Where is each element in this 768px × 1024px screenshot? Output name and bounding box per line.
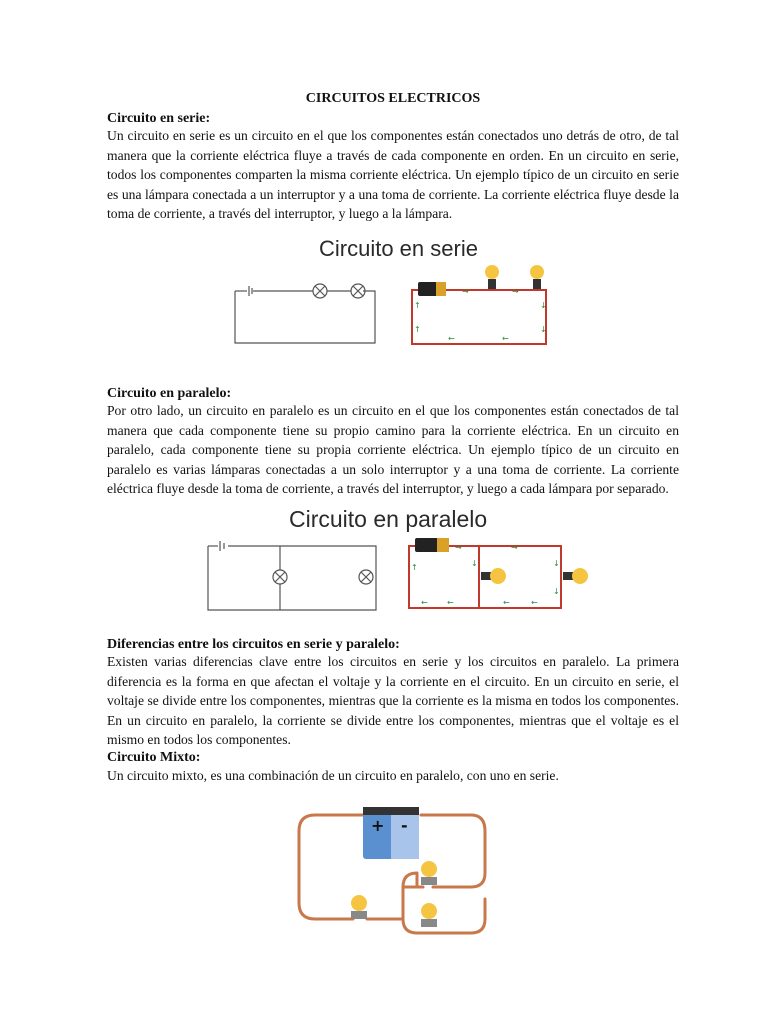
paragraph-serie: Un circuito en serie es un circuito en el que los componentes están conectados uno detrás de otro, de tal manera que la corriente eléctrica fluye a través de cada componente en orden. En un circuito en serie, todos los componentes comparten la misma corriente eléctrica. Un ejemplo típico de un circuito en serie es una lámpara conectada a un interruptor y a una toma de corriente. La corriente eléctrica fluye desde la toma de corriente, a través del interruptor, y luego a la lámpara. (107, 128, 679, 222)
pictorial-paralelo (407, 532, 592, 612)
battery-icon (418, 282, 446, 296)
pictorial-mixto (293, 803, 493, 943)
bulb-icon (563, 568, 588, 584)
bulb-icon (421, 861, 437, 885)
heading-serie: Circuito en serie: (107, 111, 211, 126)
bulb-icon (351, 895, 367, 919)
svg-text:←: ← (503, 598, 510, 607)
heading-paralelo: Circuito en paralelo: (107, 386, 232, 401)
battery-icon (363, 807, 419, 859)
svg-text:←: ← (448, 334, 455, 343)
battery-icon (415, 538, 449, 552)
svg-text:→: → (511, 543, 518, 552)
pictorial-serie (410, 262, 550, 347)
svg-text:→: → (462, 287, 469, 296)
battery-plus-label: + (371, 816, 385, 835)
svg-text:↓: ↓ (540, 301, 547, 310)
document-title: CIRCUITOS ELECTRICOS (305, 91, 481, 106)
bulb-icon (530, 265, 544, 289)
svg-text:↓: ↓ (553, 587, 560, 596)
svg-text:↑: ↑ (414, 301, 421, 310)
bulb-icon (421, 903, 437, 927)
svg-text:→: → (455, 543, 462, 552)
svg-text:↓: ↓ (540, 325, 547, 334)
battery-minus-label: - (401, 816, 408, 835)
svg-text:←: ← (502, 334, 509, 343)
schematic-serie (235, 275, 385, 345)
figure-title-serie: Circuito en serie (319, 236, 478, 261)
svg-text:←: ← (421, 598, 428, 607)
heading-mixto: Circuito Mixto: (107, 750, 201, 765)
bulb-icon (481, 568, 506, 584)
paragraph-mixto: Un circuito mixto, es una combinación de un circuito en paralelo, con uno en serie. (107, 768, 559, 783)
svg-text:↑: ↑ (414, 325, 421, 334)
svg-text:↑: ↑ (411, 563, 418, 572)
paragraph-diferencias: Existen varias diferencias clave entre los circuitos en serie y los circuitos en paralelo. La primera diferencia es la forma en que afectan el voltaje y la corriente en el circuito. En un circuito en serie, el voltaje se divide entre los componentes, mientras que la corriente es la misma en todos los componentes. En un circuito en paralelo, la corriente se divide entre los componentes, mientras que el voltaje es el mismo en todos los componentes. (107, 654, 679, 748)
document-page (107, 0, 679, 1024)
svg-text:←: ← (531, 598, 538, 607)
schematic-paralelo (208, 540, 388, 612)
svg-text:↓: ↓ (471, 559, 478, 568)
figure-title-paralelo: Circuito en paralelo (289, 506, 488, 532)
svg-text:←: ← (447, 598, 454, 607)
paragraph-paralelo: Por otro lado, un circuito en paralelo es un circuito en el que los componentes están conectados de tal manera que cada componente tiene su propio camino para la corriente eléctrica. En un circuito en paralelo, cada componente tiene su propia corriente eléctrica. Un ejemplo típico de un circuito en paralelo es varias lámparas conectadas a un solo interruptor y a una toma de corriente. La corriente eléctrica fluye desde la toma de corriente, a través del interruptor, y luego a cada lámpara por separado. (107, 403, 679, 497)
svg-text:→: → (512, 287, 519, 296)
svg-text:↓: ↓ (553, 559, 560, 568)
bulb-icon (485, 265, 499, 289)
heading-diferencias: Diferencias entre los circuitos en serie y paralelo: (107, 637, 400, 652)
